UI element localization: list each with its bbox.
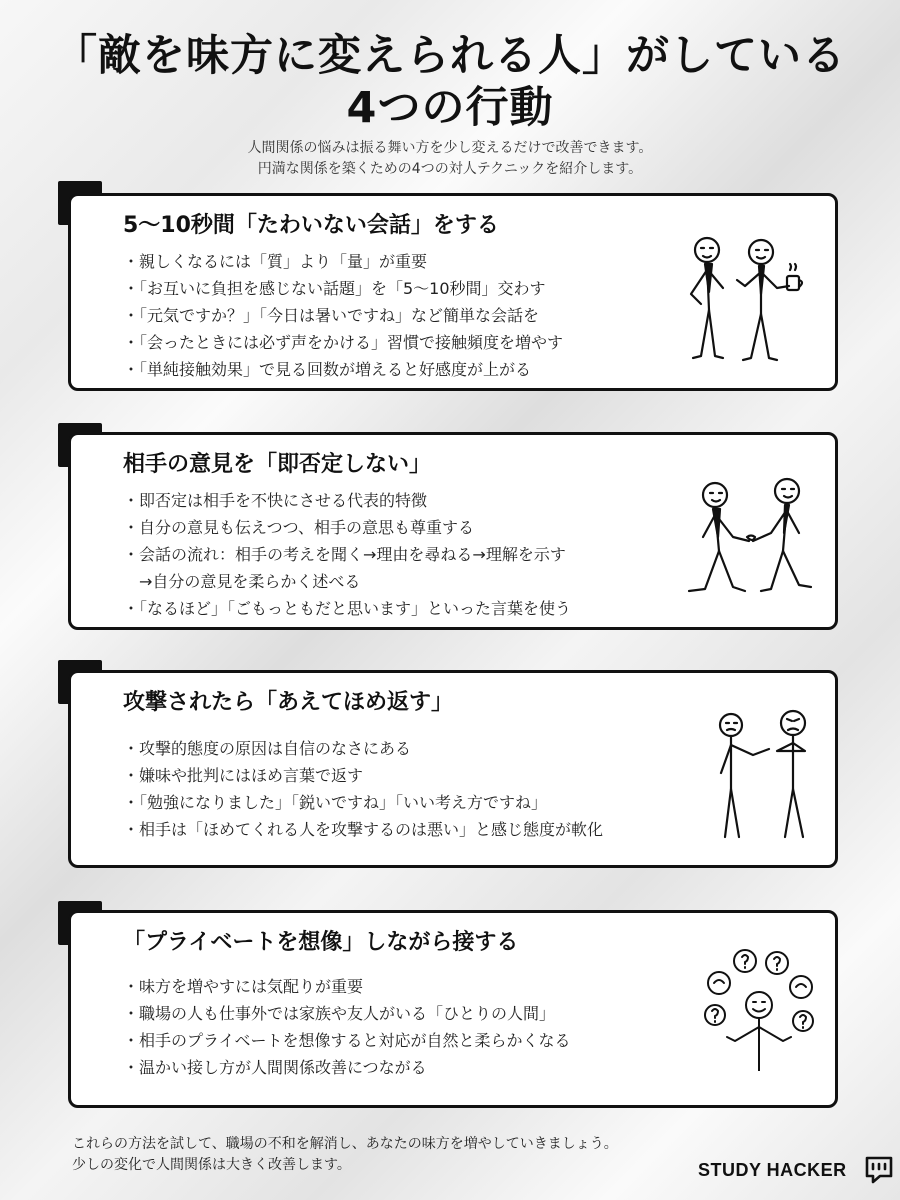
list-item: ・味方を増やすには気配りが重要	[123, 977, 364, 996]
subtitle-line-1: 人間関係の悩みは振る舞い方を少し変えるだけで改善できます。	[247, 140, 653, 156]
title-line-2: 4つの行動	[346, 83, 554, 133]
list-item: ・会話の流れ：相手の考えを聞く→理由を尋ねる→理解を示す	[123, 545, 566, 564]
speech-bubble-logo-icon	[864, 1155, 894, 1185]
card-2-title: 相手の意見を「即否定しない」	[123, 452, 432, 477]
pointing-argument-icon	[707, 703, 827, 843]
handshake-icon	[675, 471, 825, 601]
page-title	[0, 30, 900, 134]
list-item: ・職場の人も仕事外では家族や友人がいる「ひとりの人間」	[123, 1004, 556, 1023]
card-4-title: 「プライベートを想像」しながら接する	[123, 930, 519, 955]
card-1-title: 5〜10秒間「たわいない会話」をする	[123, 213, 499, 238]
list-item: ・相手は「ほめてくれる人を攻撃するのは悪い」と感じ態度が軟化	[123, 820, 604, 839]
card-2	[68, 432, 838, 630]
footer-line-2: 少しの変化で人間関係は大きく改善します。	[72, 1157, 351, 1173]
list-item: ・「会ったときには必ず声をかける」習慣で接触頻度を増やす	[123, 333, 564, 352]
list-item: ・嫌味や批判にはほめ言葉で返す	[123, 766, 364, 785]
list-item: ・「お互いに負担を感じない話題」を「5〜10秒間」交わす	[123, 279, 546, 298]
card-3	[68, 670, 838, 868]
two-people-chatting-icon	[679, 228, 829, 368]
thinking-question-marks-icon	[697, 941, 827, 1071]
footer-line-1: これらの方法を試して、職場の不和を解消し、あなたの味方を増やしていきましょう。	[72, 1136, 618, 1152]
brand-name: STUDY HACKER	[698, 1160, 847, 1180]
list-item: ・自分の意見も伝えつつ、相手の意思も尊重する	[123, 518, 475, 537]
list-item: ・「元気ですか？」「今日は暑いですね」など簡単な会話を	[123, 306, 540, 325]
footer-text	[72, 1134, 618, 1176]
list-item: ・親しくなるには「質」より「量」が重要	[123, 252, 428, 271]
list-item: ・「なるほど」「ごもっともだと思います」といった言葉を使う	[123, 599, 572, 618]
list-item: ・攻撃的態度の原因は自信のなさにある	[123, 739, 412, 758]
card-4-bullet-list	[123, 973, 571, 1081]
card-3-bullet-list	[123, 735, 603, 843]
list-item: ・「勉強になりました」「鋭いですね」「いい考え方ですね」	[123, 793, 548, 812]
list-item: →自分の意見を柔らかく述べる	[139, 572, 361, 591]
card-4	[68, 910, 838, 1108]
page-subtitle	[0, 138, 900, 180]
list-item: ・相手のプライベートを想像すると対応が自然と柔らかくなる	[123, 1031, 571, 1050]
list-item: ・即否定は相手を不快にさせる代表的特徴	[123, 491, 428, 510]
card-1	[68, 193, 838, 391]
title-line-1: 「敵を味方に変えられる人」がしている	[54, 31, 846, 81]
list-item: ・「単純接触効果」で見る回数が増えると好感度が上がる	[123, 360, 532, 379]
list-item: ・温かい接し方が人間関係改善につながる	[123, 1058, 427, 1077]
card-2-bullet-list	[123, 487, 571, 622]
subtitle-line-2: 円満な関係を築くための4つの対人テクニックを紹介します。	[257, 161, 643, 177]
card-3-title: 攻撃されたら「あえてほめ返す」	[123, 690, 454, 715]
card-1-bullet-list	[123, 248, 563, 383]
